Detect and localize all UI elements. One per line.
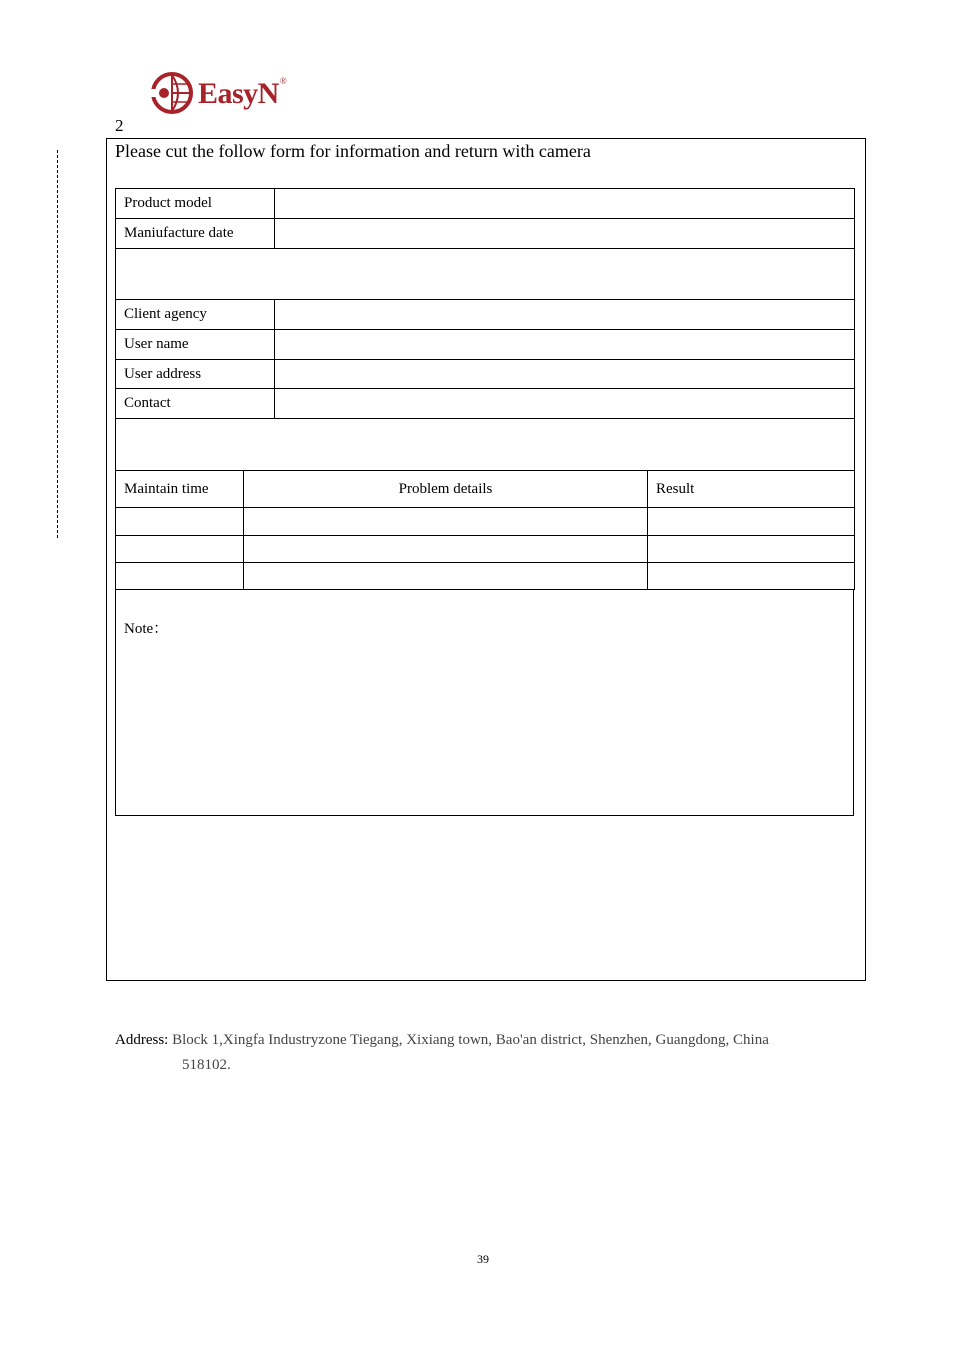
user-address-label: User address xyxy=(116,360,275,389)
form-instruction: Please cut the follow form for information and return with camera xyxy=(115,141,591,161)
table-row xyxy=(116,508,855,536)
note-table xyxy=(115,589,854,816)
table-row xyxy=(116,536,855,563)
user-address-field[interactable] xyxy=(275,360,855,389)
company-address xyxy=(115,1028,865,1078)
manufacture-date-label: Maniufacture date xyxy=(116,219,275,249)
logo-brand-text: EasyN xyxy=(198,77,279,110)
client-agency-field[interactable] xyxy=(275,300,855,330)
registered-mark: ® xyxy=(279,76,287,86)
client-agency-label: Client agency xyxy=(116,300,275,330)
problem-details-cell[interactable] xyxy=(244,508,648,536)
maintain-time-cell[interactable] xyxy=(116,536,244,563)
maintenance-table xyxy=(115,470,855,590)
maintain-time-header: Maintain time xyxy=(116,471,244,508)
result-cell[interactable] xyxy=(648,536,855,563)
globe-logo-icon xyxy=(150,71,194,115)
cut-line xyxy=(57,150,58,538)
problem-details-cell[interactable] xyxy=(244,536,648,563)
product-info-table xyxy=(115,188,855,471)
result-cell[interactable] xyxy=(648,563,855,590)
note-cell[interactable] xyxy=(116,589,854,815)
problem-details-cell[interactable] xyxy=(244,563,648,590)
maintain-time-cell[interactable] xyxy=(116,563,244,590)
user-name-field[interactable] xyxy=(275,330,855,360)
table-row xyxy=(116,219,855,249)
table-row xyxy=(116,249,855,300)
table-row xyxy=(116,419,855,471)
form-number: 2 xyxy=(115,116,124,135)
company-logo xyxy=(150,70,287,116)
table-row xyxy=(116,300,855,330)
table-row xyxy=(116,189,855,219)
table-row xyxy=(116,360,855,389)
product-model-field[interactable] xyxy=(275,189,855,219)
product-model-label: Product model xyxy=(116,189,275,219)
table-row xyxy=(116,589,854,815)
contact-field[interactable] xyxy=(275,389,855,419)
address-label: Address: xyxy=(115,1032,169,1048)
table-row xyxy=(116,330,855,360)
table-row xyxy=(116,389,855,419)
page-number: 39 xyxy=(477,1252,489,1266)
user-name-label: User name xyxy=(116,330,275,360)
note-label: Note： xyxy=(124,621,169,637)
result-header: Result xyxy=(648,471,855,508)
problem-details-header: Problem details xyxy=(244,471,648,508)
result-cell[interactable] xyxy=(648,508,855,536)
address-line-2: 518102. xyxy=(182,1057,231,1073)
maintain-time-cell[interactable] xyxy=(116,508,244,536)
spacer-row xyxy=(116,249,855,300)
contact-label: Contact xyxy=(116,389,275,419)
manufacture-date-field[interactable] xyxy=(275,219,855,249)
spacer-row xyxy=(116,419,855,471)
address-line-1: Block 1,Xingfa Industryzone Tiegang, Xixiang town, Bao'an district, Shenzhen, Guangdong, China xyxy=(172,1032,769,1048)
table-row xyxy=(116,563,855,590)
table-header-row xyxy=(116,471,855,508)
